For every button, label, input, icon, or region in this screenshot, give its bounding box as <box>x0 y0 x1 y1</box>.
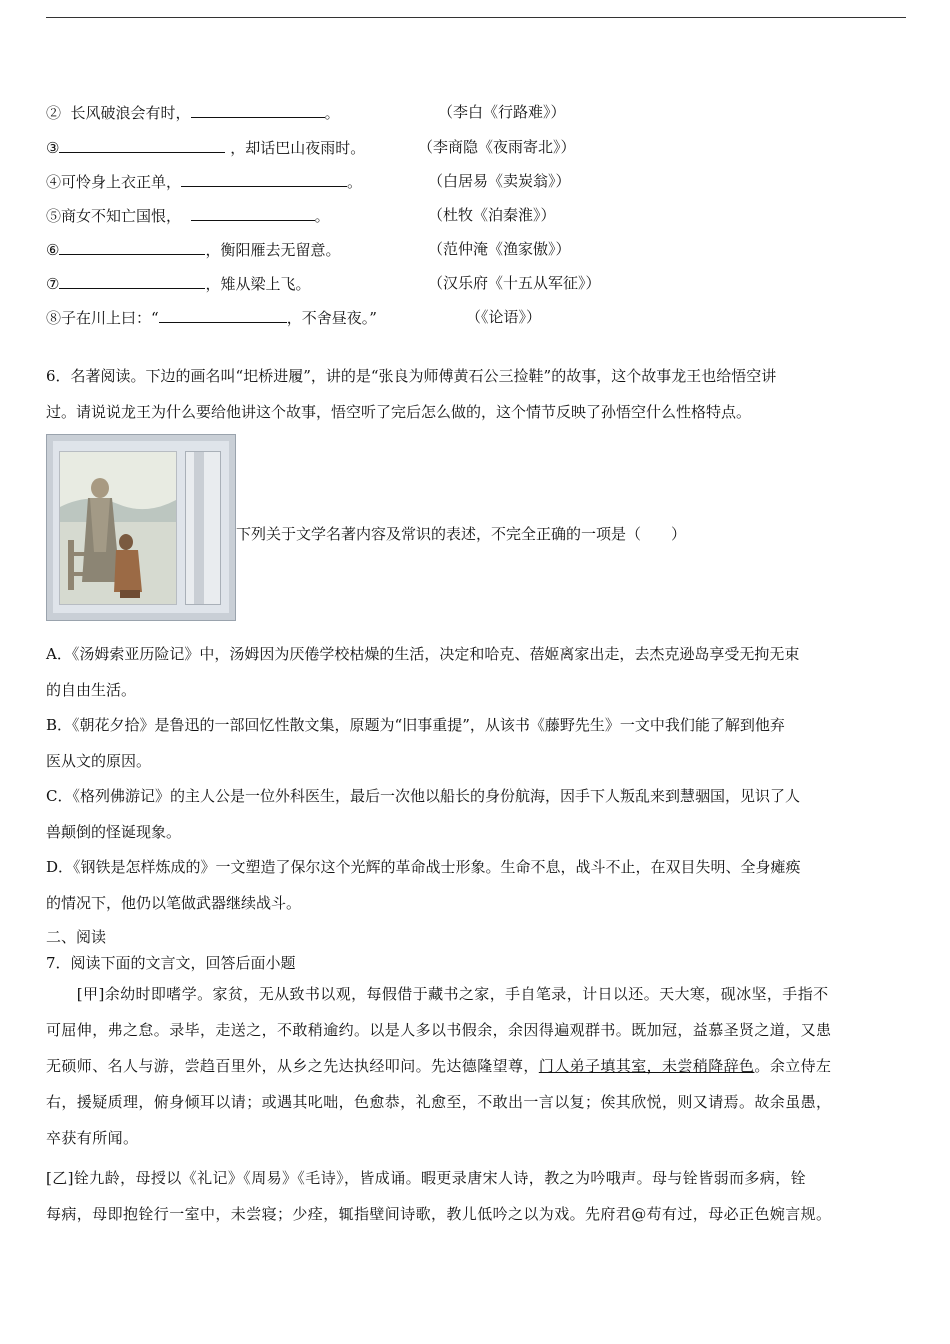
poem-text: ，不舍昼夜。” <box>286 309 377 327</box>
figures-illustration <box>60 452 176 604</box>
passage-line <box>46 1048 906 1084</box>
question-text: 过。请说说龙王为什么要给他讲这个故事，悟空听了完后怎么做的，这个情节反映了孙悟空什么性格特点。 <box>46 403 752 421</box>
passage-line: [甲]余幼时即嗜学。家贫，无从致书以观，每假借于藏书之家，手自笔录，计日以还。天大寒，砚冰坚，手指不 <box>46 985 829 1003</box>
section-heading: 二、阅读 <box>46 928 107 946</box>
passage-line: 每病，母即抱铨行一室中，未尝寝；少痊，辄指壁间诗歌，教儿低吟之以为戏。先府君@苟有过，母必正色婉言规。 <box>46 1205 832 1223</box>
mcq-stem: 下列关于文学名著内容及常识的表述，不完全正确的一项是（ ） <box>236 525 687 543</box>
poem-text: 长风破浪会有时， <box>61 104 191 122</box>
item-number: ② <box>46 104 62 122</box>
passage-line: 可屈伸，弗之怠。录毕，走送之，不敢稍逾约。以是人多以书假余，余因得遍观群书。既加冠，益慕圣贤之道，又患 <box>46 1021 832 1039</box>
poem-source: （李白《行路难》） <box>438 103 566 121</box>
header-rule <box>46 17 906 18</box>
poem-source: （范仲淹《渔家傲》） <box>428 240 571 258</box>
poem-line-3 <box>46 137 365 158</box>
passage-text: 。余立侍左 <box>754 1057 832 1075</box>
option-a <box>46 636 906 708</box>
poem-text: ，衡阳雁去无留意。 <box>205 241 341 259</box>
question-6 <box>46 358 906 430</box>
item-number: ③ <box>46 139 60 157</box>
answer-blank[interactable] <box>181 171 347 187</box>
option-b <box>46 707 906 779</box>
item-number: ⑦ <box>46 275 60 293</box>
poem-text: ，却话巴山夜雨时。 <box>225 139 366 157</box>
poem-text: 商女不知亡国恨， <box>61 207 191 225</box>
poem-line-7 <box>46 273 310 294</box>
poem-line-2 <box>46 102 340 123</box>
passage-jia <box>46 976 906 1156</box>
poem-text: 。 <box>324 104 340 122</box>
poem-source: （汉乐府《十五从军征》） <box>428 274 601 292</box>
answer-blank[interactable] <box>159 307 287 323</box>
option-d <box>46 849 906 921</box>
option-c <box>46 778 906 850</box>
question-7: 7．阅读下面的文言文，回答后面小题 <box>46 954 296 972</box>
poem-line-6 <box>46 239 340 260</box>
poem-text: 子在川上曰：“ <box>61 309 159 327</box>
passage-yi <box>46 1160 906 1232</box>
passage-line: [乙]铨九龄，母授以《礼记》《周易》《毛诗》，皆成诵。暇更录唐宋人诗，教之为吟哦声。母与铨皆弱而多病，铨 <box>46 1169 807 1187</box>
option-text: 兽颠倒的怪诞现象。 <box>46 823 182 841</box>
poem-text: 。 <box>314 207 330 225</box>
question-text: 6．名著阅读。下边的画名叫“圯桥进履”，讲的是“张良为师傅黄石公三捡鞋”的故事，这个故事龙王也给悟空讲 <box>46 367 777 385</box>
answer-blank[interactable] <box>191 205 315 221</box>
poem-source: （《论语》） <box>466 308 542 326</box>
answer-blank[interactable] <box>59 273 205 289</box>
option-text: 的自由生活。 <box>46 681 137 699</box>
item-number: ④ <box>46 173 62 191</box>
underlined-sentence: 门人弟子填其室，未尝稍降辞色 <box>538 1057 755 1075</box>
item-number: ⑥ <box>46 241 60 259</box>
answer-blank[interactable] <box>59 137 225 153</box>
poem-source: （白居易《卖炭翁》） <box>428 172 571 190</box>
scroll-painting-icon <box>46 434 236 621</box>
passage-text: 无硕师、名人与游，尝趋百里外，从乡之先达执经叩问。先达德隆望尊， <box>46 1057 539 1075</box>
option-text: A．《汤姆索亚历险记》中，汤姆因为厌倦学校枯燥的生活，决定和哈克、蓓姬离家出走，去杰克逊岛享受无拘无束 <box>46 645 800 663</box>
poem-line-5 <box>46 205 330 226</box>
frame-bar <box>194 452 204 604</box>
answer-blank[interactable] <box>59 239 205 255</box>
option-text: C．《格列佛游记》的主人公是一位外科医生，最后一次他以船长的身份航海，因手下人叛乱来到慧骃国，见识了人 <box>46 787 800 805</box>
painting-frame <box>185 451 221 605</box>
passage-line: 卒获有所闻。 <box>46 1129 139 1147</box>
painting-scroll <box>59 451 177 605</box>
option-text: D．《钢铁是怎样炼成的》一文塑造了保尔这个光辉的革命战士形象。生命不息，战斗不止，在双目失明、全身瘫痪 <box>46 858 801 876</box>
poem-text: 可怜身上衣正单， <box>61 173 182 191</box>
poem-source: （杜牧《泊秦淮》） <box>428 206 556 224</box>
answer-blank[interactable] <box>191 102 325 118</box>
poem-line-4 <box>46 171 362 192</box>
poem-text: 。 <box>347 173 363 191</box>
option-text: 医从文的原因。 <box>46 752 152 770</box>
option-text: 的情况下，他仍以笔做武器继续战斗。 <box>46 894 302 912</box>
item-number: ⑤ <box>46 207 62 225</box>
poem-line-8 <box>46 307 377 328</box>
painting-mat <box>53 441 229 613</box>
item-number: ⑧ <box>46 309 62 327</box>
passage-line: 右，援疑质理，俯身倾耳以请；或遇其叱咄，色愈恭，礼愈至，不敢出一言以复；俟其欣悦，则又请焉。故余虽愚， <box>46 1093 832 1111</box>
poem-text: ，雉从梁上飞。 <box>205 275 311 293</box>
option-text: B．《朝花夕拾》是鲁迅的一部回忆性散文集，原题为“旧事重提”，从该书《藤野先生》一文中我们能了解到他弃 <box>46 716 785 734</box>
poem-source: （李商隐《夜雨寄北》） <box>418 138 576 156</box>
